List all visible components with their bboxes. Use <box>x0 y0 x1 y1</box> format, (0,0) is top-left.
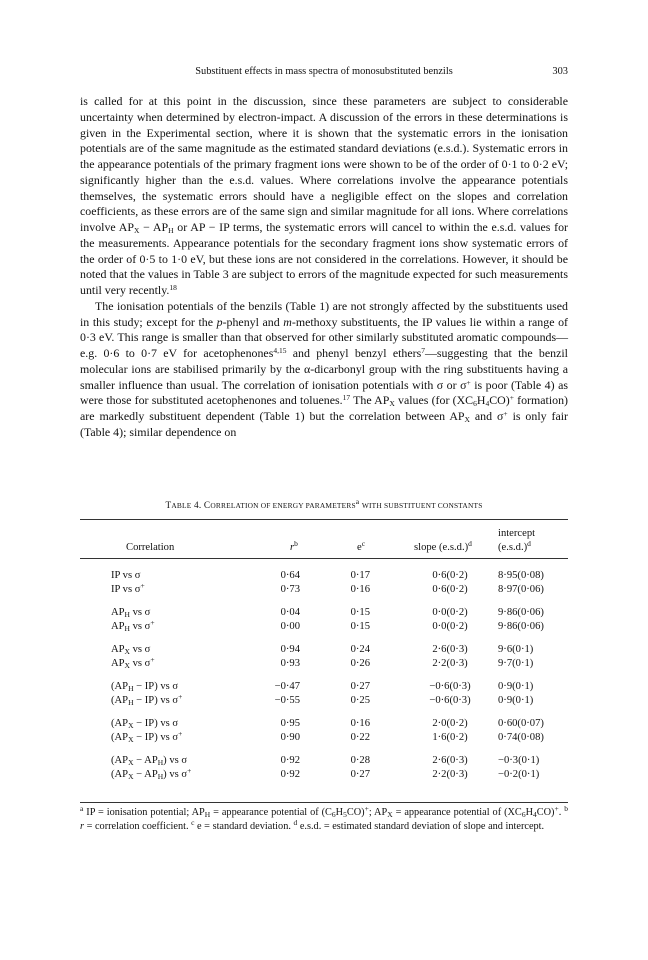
cell-r: 0·93 <box>280 658 300 669</box>
table-top-rule <box>80 519 568 520</box>
table-row <box>80 766 568 783</box>
cell-intercept: 0·9(0·1) <box>498 695 534 706</box>
cell-slope: −0·6(0·3) <box>429 681 471 692</box>
row-label: $(AP_H - IP)$ vs σ+ <box>111 692 183 707</box>
cell-r: −0·55 <box>274 695 300 706</box>
cell-e: 0·24 <box>350 644 370 655</box>
row-gap <box>80 709 568 718</box>
cell-r: 0·04 <box>280 607 300 618</box>
body-text <box>80 94 568 441</box>
table-row <box>80 570 568 584</box>
cell-r: 0·92 <box>280 769 300 780</box>
cell-intercept: 9·86(0·06) <box>498 607 544 618</box>
cell-r: 0·94 <box>280 644 300 655</box>
row-label: $AP_H$ vs σ+ <box>111 618 155 633</box>
cell-slope: 2·0(0·2) <box>432 718 468 729</box>
cell-e: 0·16 <box>350 584 370 595</box>
cell-e: 0·17 <box>350 570 370 581</box>
row-label: $(AP_X - IP)$ vs σ+ <box>111 729 183 744</box>
table-row <box>80 718 568 732</box>
cell-slope: 0·6(0·2) <box>432 584 468 595</box>
row-label: $AP_X$ vs σ <box>111 644 151 656</box>
col-header-correlation: Correlation <box>126 542 175 553</box>
cell-slope: 2·6(0·3) <box>432 644 468 655</box>
cell-r: 0·90 <box>280 732 300 743</box>
cell-slope: −0·6(0·3) <box>429 695 471 706</box>
row-label: $AP_X$ vs σ+ <box>111 655 155 670</box>
cell-e: 0·26 <box>350 658 370 669</box>
row-gap <box>80 746 568 755</box>
cell-slope: 2·6(0·3) <box>432 755 468 766</box>
cell-e: 0·27 <box>350 769 370 780</box>
row-label: IP vs σ+ <box>111 581 145 595</box>
row-gap <box>80 672 568 681</box>
cell-intercept: 8·95(0·08) <box>498 570 544 581</box>
table-row <box>80 655 568 672</box>
running-title: Substituent effects in mass spectra of monosubstituted benzils <box>195 66 453 77</box>
cell-r: 0·64 <box>280 570 300 581</box>
cell-e: 0·15 <box>350 621 370 632</box>
row-gap <box>80 598 568 607</box>
cell-e: 0·16 <box>350 718 370 729</box>
table-caption: TABLE 4. CORRELATION OF ENERGY PARAMETERS$^a$ WITH SUBSTITUENT CONSTANTS <box>165 497 483 511</box>
cell-slope: 0·0(0·2) <box>432 607 468 618</box>
cell-e: 0·15 <box>350 607 370 618</box>
running-header <box>80 66 568 77</box>
col-header-intercept-esd: $(e.s.d.)^d$ <box>498 539 531 553</box>
row-label: $AP_H$ vs σ <box>111 607 151 619</box>
cell-intercept: 0·9(0·1) <box>498 681 534 692</box>
row-label: $(AP_X - AP_H)$ vs σ+ <box>111 766 192 781</box>
cell-slope: 0·0(0·2) <box>432 621 468 632</box>
cell-slope: 2·2(0·3) <box>432 769 468 780</box>
row-label: $(AP_X - IP)$ vs σ <box>111 718 179 730</box>
correlation-table <box>80 561 568 783</box>
cell-e: 0·22 <box>350 732 370 743</box>
cell-slope: 2·2(0·3) <box>432 658 468 669</box>
table-header-rule <box>80 558 568 559</box>
cell-r: 0·73 <box>280 584 300 595</box>
cell-intercept: −0·3(0·1) <box>498 755 540 766</box>
cell-r: 0·00 <box>280 621 300 632</box>
cell-e: 0·25 <box>350 695 370 706</box>
col-header-e: $e^c$ <box>357 539 366 553</box>
row-label: $(AP_H - IP)$ vs σ <box>111 681 179 693</box>
table-row <box>80 581 568 598</box>
cell-slope: 1·6(0·2) <box>432 732 468 743</box>
page-number: 303 <box>552 66 568 77</box>
cell-slope: 0·6(0·2) <box>432 570 468 581</box>
row-label: $(AP_X - AP_H)$ vs σ <box>111 755 188 767</box>
row-label: IP vs σ <box>111 570 141 581</box>
cell-r: 0·92 <box>280 755 300 766</box>
table-footnote: $^a$ IP = ionisation potential; $AP_H$ = appearance potential of $(C_6H_5CO)^+$; $AP_X$ = appearance potential of $(XC_6H_4CO)^+$. $^b$ r = correlation coefficient. $^c$ e = standard deviation. $^d$ e.s.d. = estimated standard deviation of slope and intercept. <box>80 804 568 832</box>
paragraph-1: is called for at this point in the discussion, since these parameters are subject to considerable uncertainty when determined by electron-impact. A discussion of the errors in these determinations is given in the Experimental section, where it is shown that the systematic errors in the ionisation potentials are of the same magnitude as the estimated standard deviations (e.s.d.). Systematic errors in the appearance potentials of the primary fragment ions were shown to be of the order of 0·1 to 0·2 eV; significantly higher than the e.s.d. values. Where correlations involve the appearance potentials themselves, the systematic errors should have a negligible effect on the slopes and correlation coefficients, as these errors are of the same sign and similar magnitude for all ions. Where correlations involve $AP_X - AP_H$ or AP − IP terms, the systematic errors will cancel to within the e.s.d. values for the measurements. Appearance potentials for the secondary fragment ions show systematic errors of the order of 0·5 to 1·0 eV, but these ions are not considered in the correlations. However, it should be noted that the values in Table 3 are subject to errors of the magnitude expected for such measurements until very recently.$^{18}$ <box>80 94 569 297</box>
paragraph-2: The ionisation potentials of the benzils (Table 1) are not strongly affected by the substituents used in this study; except for the p-phenyl and m-methoxy substituents, the IP values lie within a range of 0·3 eV. This range is smaller than that observed for other similarly substituted aromatic compounds—e.g. 0·6 to 0·7 eV for acetophenones$^{4,15}$ and phenyl benzyl ethers$^7$—suggesting that the benzil molecular ions are stabilised primarily by the α-dicarbonyl group with the ring substituents having a smaller influence than usual. The correlation of ionisation potentials with σ or σ+ is poor (Table 4) as were those for substituted acetophenones and toluenes.$^{17}$ The $AP_X$ values (for $(XC_6H_4CO)^+$ formation) are markedly substituent dependent (Table 1) but the correlation between $AP_X$ and σ+ is only fair (Table 4); similar dependence on <box>80 298 568 439</box>
cell-r: −0·47 <box>274 681 300 692</box>
cell-intercept: −0·2(0·1) <box>498 769 540 780</box>
table-bottom-rule <box>80 802 568 803</box>
cell-intercept: 0·60(0·07) <box>498 718 544 729</box>
col-header-intercept: intercept <box>498 528 536 539</box>
cell-intercept: 0·74(0·08) <box>498 732 544 743</box>
table-row <box>80 729 568 746</box>
cell-intercept: 9·86(0·06) <box>498 621 544 632</box>
cell-r: 0·95 <box>280 718 300 729</box>
row-gap <box>80 635 568 644</box>
cell-intercept: 9·6(0·1) <box>498 644 534 655</box>
cell-e: 0·28 <box>350 755 370 766</box>
col-header-slope: slope $(e.s.d.)^d$ <box>414 539 472 553</box>
col-header-r: $r^b$ <box>290 539 298 553</box>
cell-intercept: 9·7(0·1) <box>498 658 534 669</box>
cell-intercept: 8·97(0·06) <box>498 584 544 595</box>
table-row <box>80 681 568 695</box>
table-row <box>80 692 568 709</box>
table-row <box>80 755 568 769</box>
cell-e: 0·27 <box>350 681 370 692</box>
table-row <box>80 618 568 635</box>
